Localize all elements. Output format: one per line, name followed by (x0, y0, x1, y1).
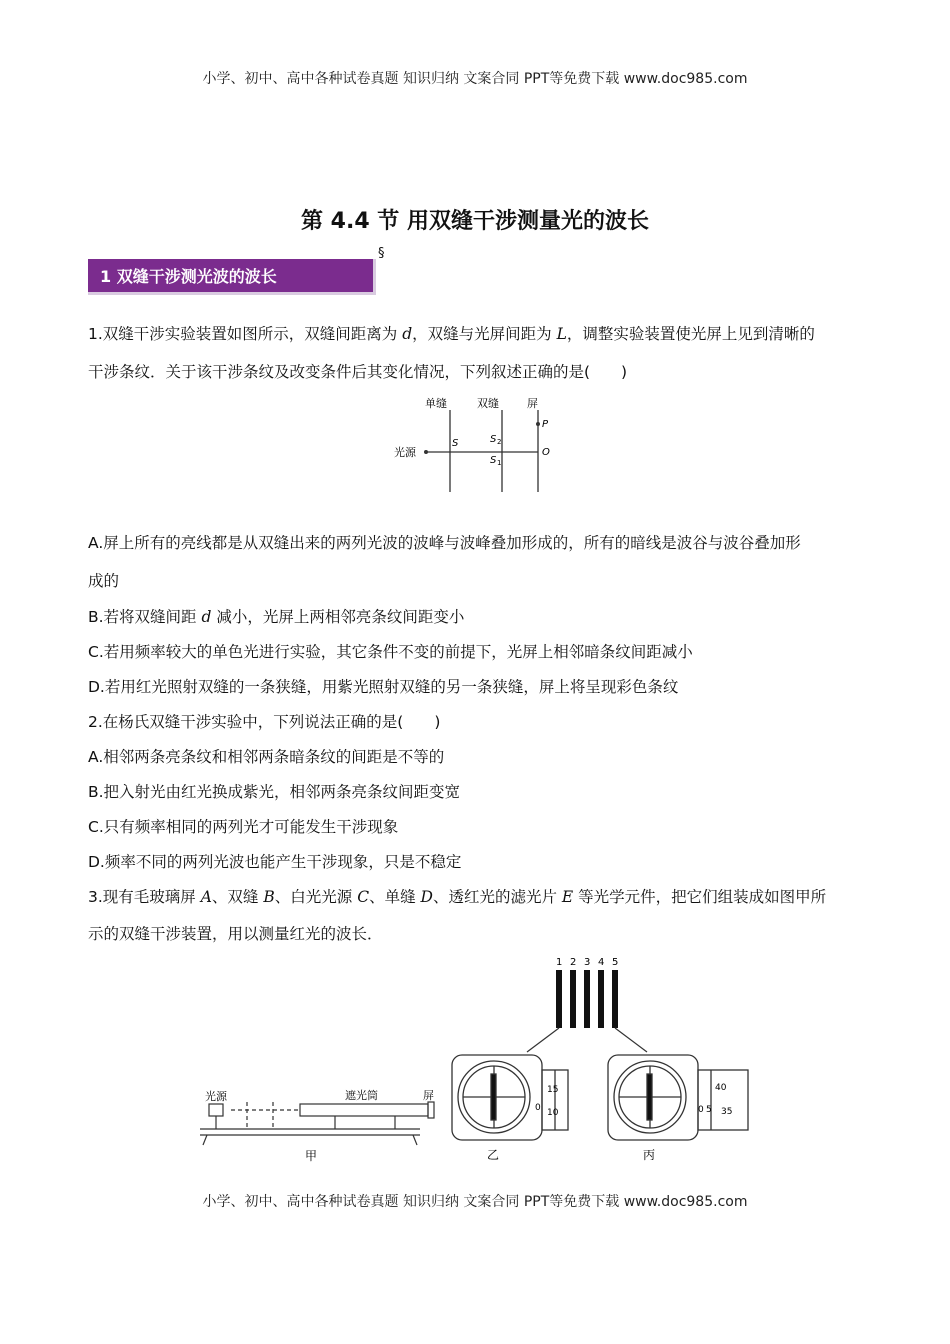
q3-stem-line2: 示的双缝干涉装置，用以测量红光的波长． (88, 925, 383, 943)
label-S1: S (490, 455, 497, 466)
label-S: S (452, 438, 459, 449)
label-S2-sub: 2 (497, 438, 502, 446)
label-O: O (542, 447, 550, 458)
section-heading: 1 双缝干涉测光波的波长 (88, 259, 376, 295)
label-jia: 甲 (305, 1149, 318, 1163)
q3-text-s1: 、双缝 (211, 888, 264, 906)
page-footer: 小学、初中、高中各种试卷真题 知识归纳 文案合同 PPT等免费下载 www.doc985.com (202, 1194, 748, 1210)
q2-stem: 2.在杨氏双缝干涉实验中，下列说法正确的是( ) (88, 713, 441, 731)
label-double-slit: 双缝 (477, 397, 499, 410)
apparatus-jia (200, 1102, 434, 1145)
q1-text-b: ，双缝与光屏间距为 (412, 325, 557, 343)
yi-scale-0: 0 (535, 1103, 541, 1113)
label-yi: 乙 (487, 1148, 500, 1162)
q3-var-E: E (561, 888, 574, 906)
q3-text-s2: 、白光光源 (274, 888, 358, 906)
eyepiece-bing (608, 1055, 748, 1140)
label-P: P (542, 419, 549, 430)
yi-scale-15: 15 (547, 1085, 559, 1095)
page-title: 第 4.4 节 用双缝干涉测量光的波长 (301, 209, 649, 234)
section-mark: § (378, 246, 385, 261)
q1-stem-line2: 干涉条纹．关于该干涉条纹及改变条件后其变化情况，下列叙述正确的是( ) (88, 363, 628, 381)
fringe-number-2: 2 (570, 957, 577, 968)
label-S1-sub: 1 (497, 459, 502, 467)
fringe-number-4: 4 (598, 957, 605, 968)
label-screen: 屏 (527, 397, 538, 410)
q3-text-a: 3.现有毛玻璃屏 (88, 888, 201, 906)
q2-option-c: C.只有频率相同的两列光才可能发生干涉现象 (88, 818, 399, 836)
bing-scale-5: 5 (706, 1105, 712, 1115)
fringe-pattern (556, 957, 618, 1028)
label-jia-source: 光源 (205, 1090, 227, 1103)
q1-option-a-line1: A.屏上所有的亮线都是从双缝出来的两列光波的波峰与波峰叠加形成的，所有的暗线是波谷与波谷叠加形 (88, 534, 801, 552)
q1-option-b-text-b: 减小，光屏上两相邻亮条纹间距变小 (211, 608, 465, 626)
q3-stem-line1 (88, 886, 868, 908)
apparatus-figure (195, 952, 760, 1167)
source-dot (424, 450, 428, 454)
q2-option-a: A.相邻两条亮条纹和相邻两条暗条纹的间距是不等的 (88, 748, 445, 766)
bing-scale-35: 35 (721, 1107, 733, 1117)
label-jia-screen: 屏 (423, 1089, 434, 1102)
q1-text-c: ，调整实验装置使光屏上见到清晰的 (566, 325, 815, 343)
q2-option-d: D.频率不同的两列光波也能产生干涉现象，只是不稳定 (88, 853, 462, 871)
q2-option-b: B.把入射光由红光换成紫光，相邻两条亮条纹间距变宽 (88, 783, 461, 801)
fringe-number-3: 3 (584, 957, 591, 968)
label-source: 光源 (394, 446, 416, 459)
q1-option-a-line2: 成的 (88, 572, 120, 590)
q1-stem-line1 (88, 323, 868, 345)
eyepiece-yi (452, 1055, 568, 1140)
label-tube: 遮光筒 (345, 1089, 378, 1102)
q1-var-d: d (402, 325, 413, 343)
label-bing: 丙 (643, 1148, 656, 1162)
page-header: 小学、初中、高中各种试卷真题 知识归纳 文案合同 PPT等免费下载 www.doc985.com (202, 71, 748, 87)
q3-var-D: D (420, 888, 433, 906)
q3-var-A: A (200, 888, 212, 906)
bing-scale-0: 0 (698, 1105, 704, 1115)
fringe-number-1: 1 (556, 957, 563, 968)
yi-scale-10: 10 (547, 1108, 559, 1118)
q3-var-C: C (357, 888, 370, 906)
double-slit-diagram (380, 392, 560, 496)
q1-option-b (88, 606, 868, 628)
q1-var-L: L (556, 325, 567, 343)
label-S2: S (490, 434, 497, 445)
q1-option-c: C.若用频率较大的单色光进行实验，其它条件不变的前提下，光屏上相邻暗条纹间距减小 (88, 643, 693, 661)
q1-text-a: 1.双缝干涉实验装置如图所示，双缝间距离为 (88, 325, 403, 343)
point-p (536, 422, 540, 426)
q3-var-B: B (263, 888, 275, 906)
q3-text-s3: 、单缝 (369, 888, 421, 906)
q3-text-s4: 、透红光的滤光片 (432, 888, 562, 906)
bing-scale-40: 40 (715, 1083, 727, 1093)
q3-text-s5: 等光学元件，把它们组装成如图甲所 (573, 888, 827, 906)
q1-option-d: D.若用红光照射双缝的一条狭缝，用紫光照射双缝的另一条狭缝，屏上将呈现彩色条纹 (88, 678, 679, 696)
q1-option-b-text-a: B.若将双缝间距 (88, 608, 202, 626)
fringe-number-5: 5 (612, 957, 619, 968)
label-single-slit: 单缝 (425, 397, 447, 410)
q1-option-b-var: d (201, 608, 212, 626)
